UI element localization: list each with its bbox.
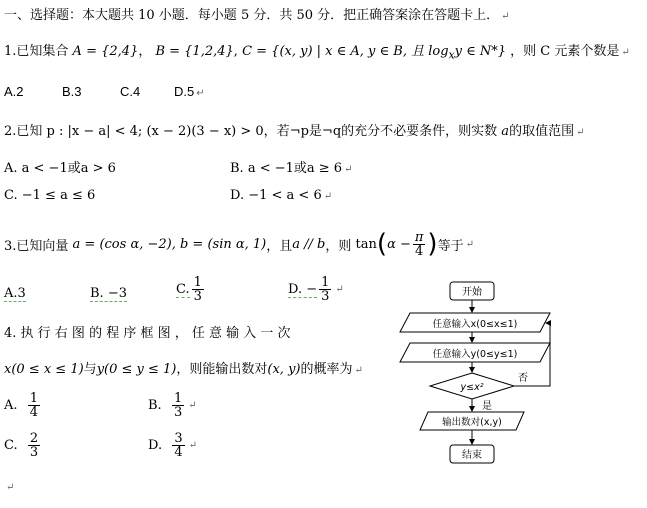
q2-option-a: A. a < −1或a > 6: [4, 161, 116, 176]
q3-option-a: A.3: [4, 286, 26, 301]
flowchart-input-x-label: 任意输入x(0≤x≤1): [432, 319, 518, 330]
q3-vectors: a = (cos α, −2), b = (sin α, 1): [72, 236, 267, 252]
flowchart: [390, 280, 570, 470]
q2-option-b: B. a < −1或a ≥ 6 ↵: [230, 161, 353, 176]
flowchart-start-label: 开始: [462, 287, 482, 298]
q1-set-c: C = {(x, y) | x ∈ A, y ∈ B, 且 $\log_xy$ ∈ N*}: [242, 44, 507, 62]
q1-set-b: B = {1,2,4}: [155, 44, 234, 59]
q1-option-d: D.5 ↵: [174, 84, 205, 99]
q4-line1: 4. 执 行 右 图 的 程 序 框 图 ， 任 意 输 入 一 次: [4, 326, 291, 341]
q1-stem: 1.已知集合 A = {2,4}， B = {1,2,4}, C = {(x, y) | x ∈ A, y ∈ B, 且 $\log_xy$ ∈ N*} ，则 C 元素个数是 ↵: [4, 44, 630, 62]
section-header: 一、选择题：本大题共 10 小题．每小题 5 分．共 50 分．把正确答案涂在答题卡上． ↵: [4, 8, 510, 23]
q1-option-b: B.3: [62, 84, 82, 99]
q3-option-d: D. − $\frac{1}{3}$ ↵: [288, 275, 344, 304]
flowchart-condition-label: y≤x²: [460, 382, 484, 393]
q3-option-c: C. $\frac{1}{3}$: [176, 275, 202, 304]
q4-option-b: B. $\frac{1}{3}$ ↵: [148, 391, 197, 420]
q4-option-c: C. $\frac{2}{3}$: [4, 431, 39, 460]
q1-option-a: A.2: [4, 84, 24, 99]
q2-option-d: D. −1 < a < 6 ↵: [230, 188, 333, 203]
q2-option-c: C. −1 ≤ a ≤ 6: [4, 188, 96, 203]
flowchart-output-label: 输出数对(x,y): [442, 417, 502, 428]
q1-set-a: A = {2,4}: [72, 44, 139, 59]
flowchart-end-label: 结束: [462, 450, 482, 461]
q1-option-c: C.4: [120, 84, 141, 99]
q3-option-b: B. −3: [90, 286, 127, 301]
q3-pi-over-4: $\frac{\pi}{4}$: [414, 229, 424, 259]
flowchart-yes-label: 是: [482, 401, 492, 412]
q3-stem: 3.已知向量 a = (cos α, −2), b = (sin α, 1) ，且 a // b ，则 tan ( α − $\frac{\pi}{4}$ ) 等于 ↵: [4, 229, 474, 259]
q4-option-a: A. $\frac{1}{4}$: [4, 391, 39, 420]
q4-option-d: D. $\frac{3}{4}$ ↵: [148, 431, 198, 460]
q4-line2: x(0 ≤ x ≤ 1)与y(0 ≤ y ≤ 1)，则能输出数对(x, y)的概率为 ↵: [4, 362, 363, 377]
flowchart-no-label: 否: [518, 373, 528, 384]
flowchart-input-y-label: 任意输入y(0≤y≤1): [432, 349, 518, 360]
q2-stem: 2.已知 p : |x − a| < 4; (x − 2)(3 − x) > 0，若¬p是¬q的充分不必要条件，则实数 a的取值范围 ↵: [4, 124, 585, 139]
end-paragraph-mark: ↵: [6, 482, 15, 493]
